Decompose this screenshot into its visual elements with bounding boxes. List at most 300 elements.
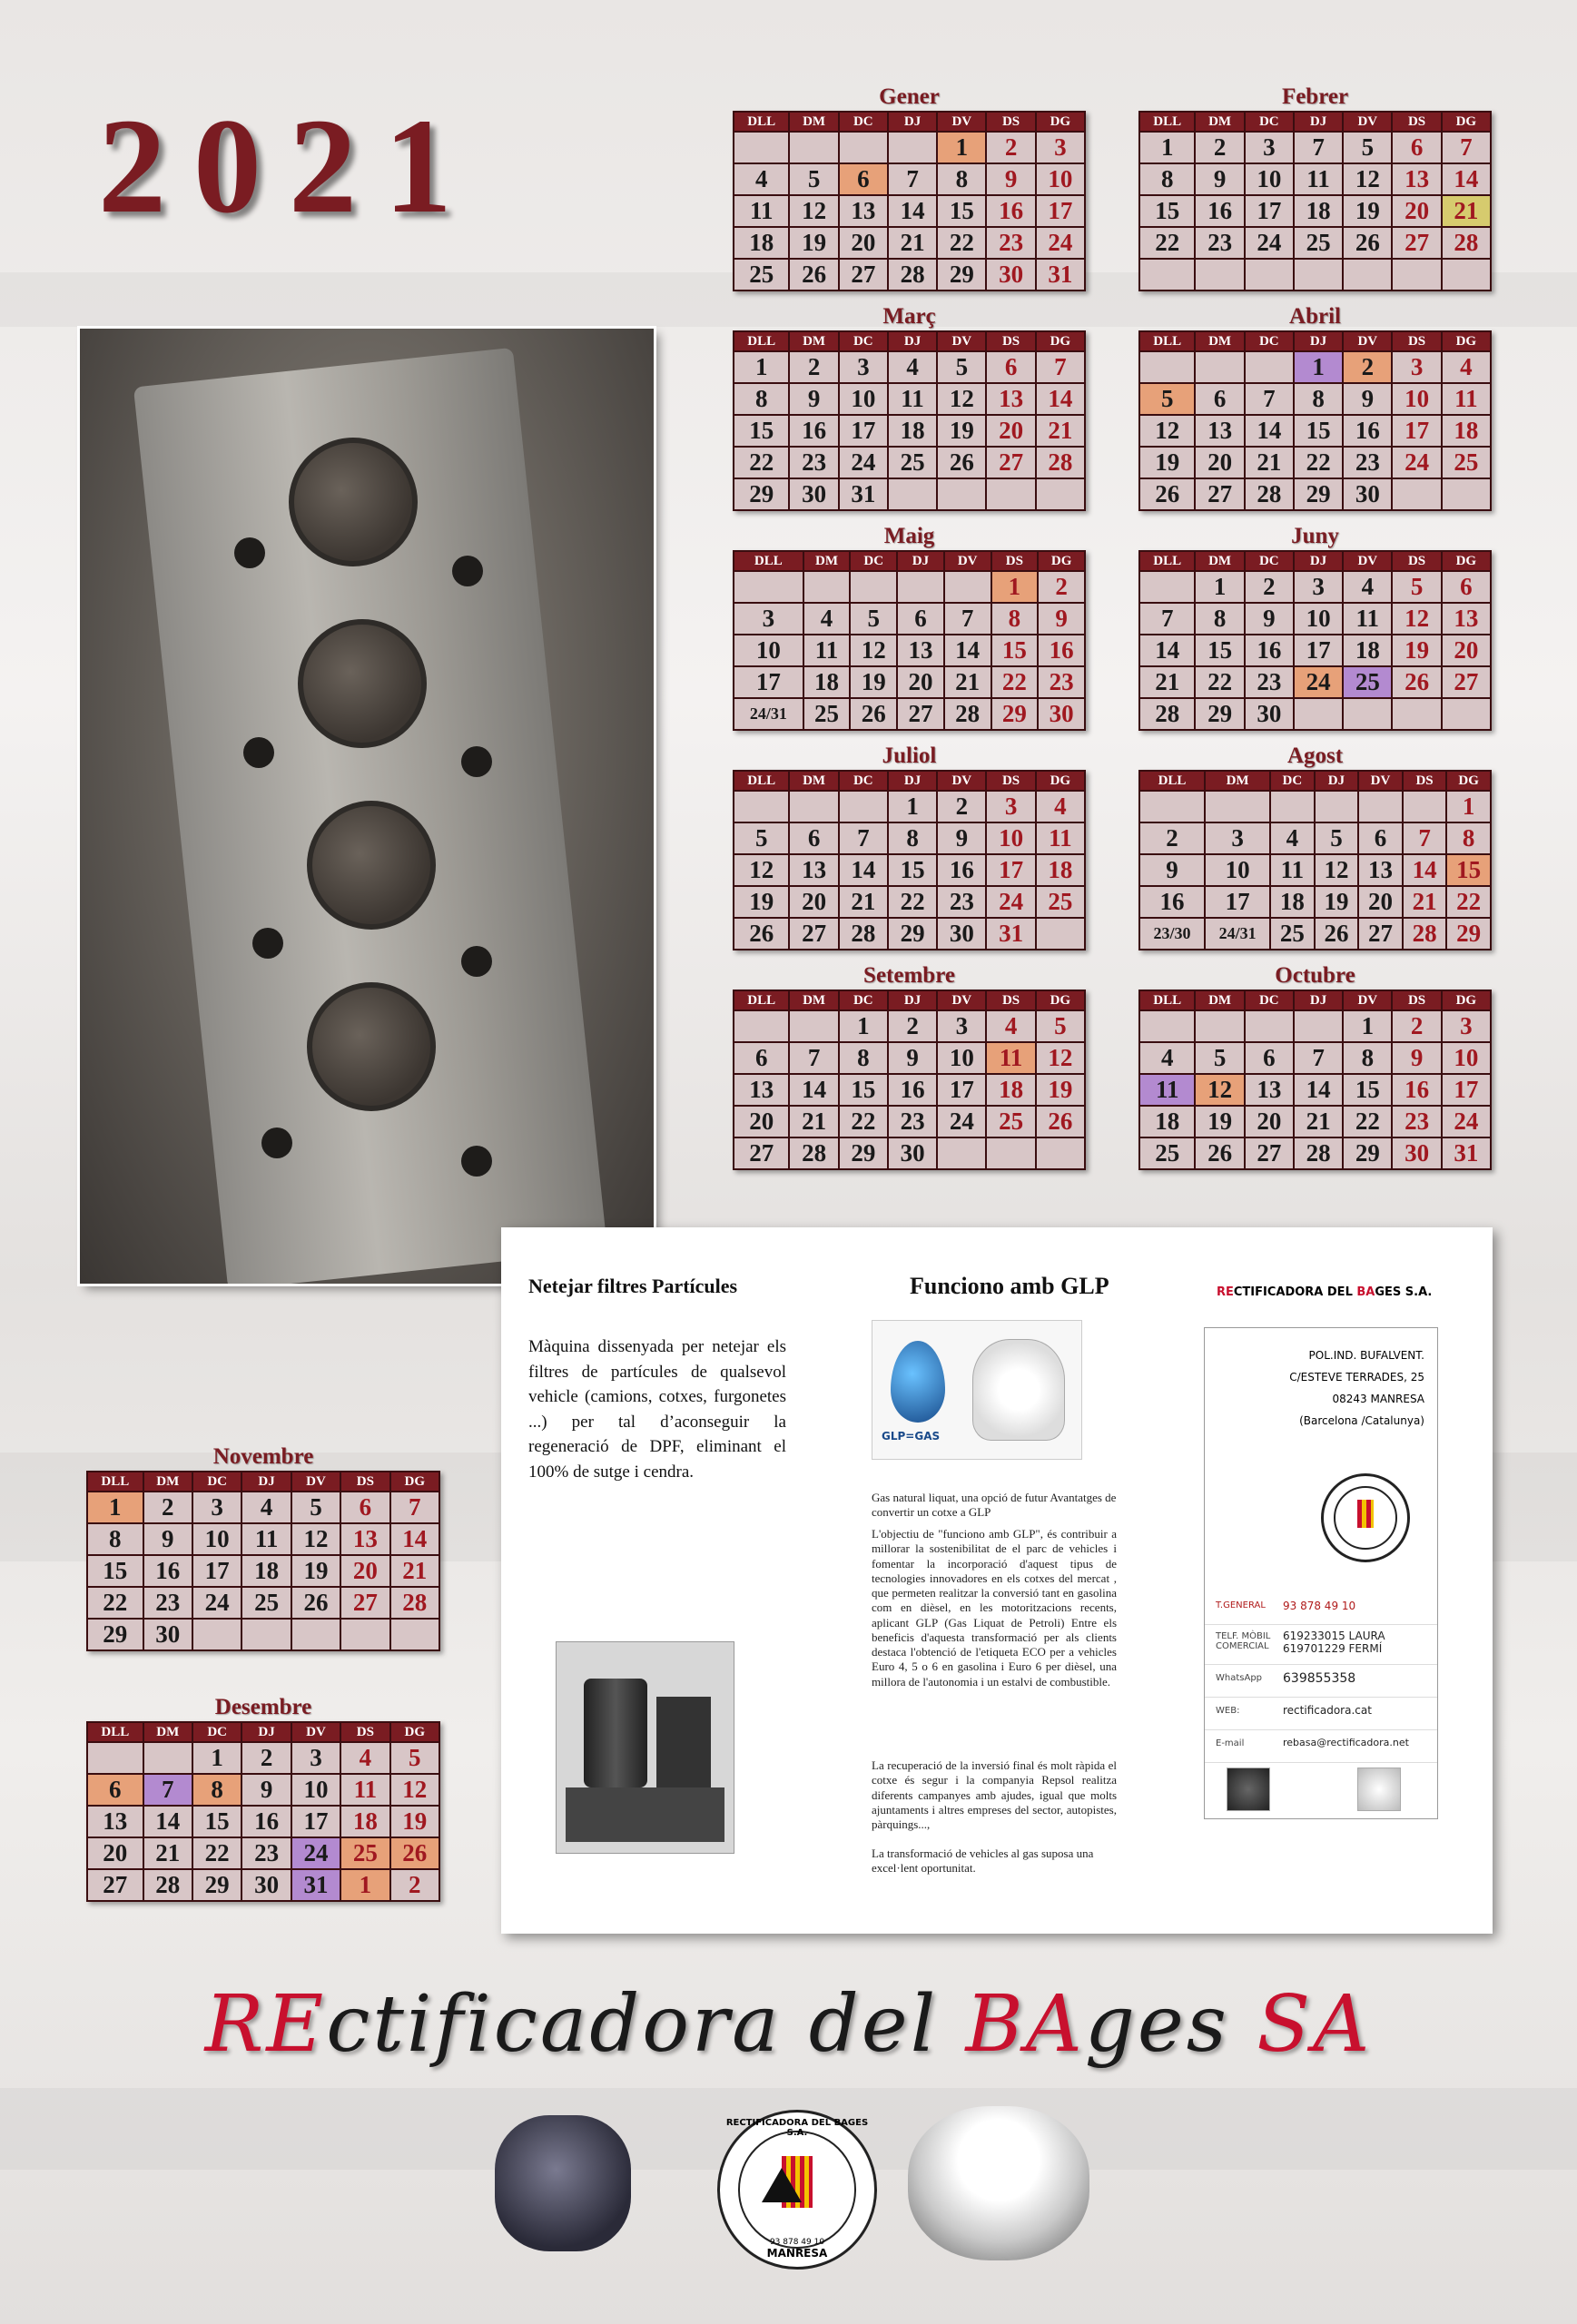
weekday-header: DV <box>937 331 986 351</box>
day-cell: 13 <box>87 1806 143 1837</box>
day-cell <box>1270 791 1315 822</box>
day-cell: 24/31 <box>1205 918 1270 950</box>
day-cell: 9 <box>241 1774 291 1806</box>
day-cell: 6 <box>1442 571 1491 603</box>
day-cell <box>87 1742 143 1774</box>
contact-box <box>1204 1327 1438 1819</box>
day-cell: 13 <box>839 195 888 227</box>
day-cell: 26 <box>1315 918 1359 950</box>
day-cell: 15 <box>1139 195 1195 227</box>
weekday-header: DLL <box>1139 331 1195 351</box>
day-cell: 25 <box>1294 227 1343 259</box>
weekday-header: DS <box>340 1722 389 1742</box>
day-cell: 8 <box>991 603 1039 635</box>
weekday-header: DLL <box>734 771 789 791</box>
weekday-header: DJ <box>888 331 937 351</box>
weekday-header: DJ <box>241 1472 291 1492</box>
weekday-header: DG <box>1036 112 1085 132</box>
day-cell: 28 <box>1245 478 1294 510</box>
day-cell: 16 <box>1343 415 1392 447</box>
day-cell: 19 <box>1343 195 1392 227</box>
day-cell <box>937 478 986 510</box>
weekday-header: DM <box>143 1722 192 1742</box>
tel-value[interactable]: 93 878 49 10 <box>1283 1600 1356 1612</box>
day-cell <box>340 1619 389 1650</box>
day-cell: 11 <box>803 635 851 666</box>
weekday-header: DS <box>986 112 1035 132</box>
weekday-header: DLL <box>1139 551 1195 571</box>
day-cell: 7 <box>143 1774 192 1806</box>
day-cell: 16 <box>1195 195 1244 227</box>
day-cell: 17 <box>1205 886 1270 918</box>
day-cell <box>143 1742 192 1774</box>
day-cell: 24 <box>1036 227 1085 259</box>
month-title: Setembre <box>863 963 955 988</box>
day-cell: 16 <box>1392 1074 1441 1106</box>
day-cell: 16 <box>143 1555 192 1587</box>
day-cell <box>1036 478 1085 510</box>
day-cell: 16 <box>1038 635 1085 666</box>
day-cell: 12 <box>937 383 986 415</box>
day-cell: 2 <box>986 132 1035 163</box>
day-cell: 24 <box>192 1587 241 1619</box>
day-cell: 5 <box>1195 1042 1244 1074</box>
day-cell <box>1358 791 1403 822</box>
day-cell: 9 <box>888 1042 937 1074</box>
tel-label: T.GENERAL <box>1216 1600 1266 1610</box>
day-cell <box>734 1010 789 1042</box>
day-cell: 3 <box>192 1492 241 1523</box>
day-cell: 24 <box>1294 666 1343 698</box>
logo-text: RECTIFICADORA DEL BAGES S.A. <box>725 2118 869 2138</box>
day-cell: 18 <box>1343 635 1392 666</box>
calendar-gener <box>733 84 1086 291</box>
web-label: WEB: <box>1216 1706 1240 1716</box>
day-cell: 14 <box>143 1806 192 1837</box>
day-cell: 30 <box>937 918 986 950</box>
day-cell: 29 <box>1195 698 1244 730</box>
day-cell <box>1195 1010 1244 1042</box>
weekday-header: DJ <box>888 990 937 1010</box>
day-cell: 11 <box>1139 1074 1195 1106</box>
day-cell <box>192 1619 241 1650</box>
day-cell: 5 <box>734 822 789 854</box>
day-cell <box>1403 791 1447 822</box>
valve-seat <box>307 982 436 1111</box>
month-title: Novembre <box>212 1444 314 1469</box>
day-cell <box>1195 351 1244 383</box>
weekday-header: DC <box>1270 771 1315 791</box>
day-cell: 3 <box>1245 132 1294 163</box>
glp-poster <box>872 1320 1082 1460</box>
day-cell: 2 <box>1195 132 1244 163</box>
day-cell: 27 <box>839 259 888 290</box>
month-title: Maig <box>883 524 935 548</box>
day-cell: 5 <box>789 163 838 195</box>
bolt-hole <box>252 928 283 959</box>
day-cell <box>241 1619 291 1650</box>
day-cell: 9 <box>1038 603 1085 635</box>
day-cell: 3 <box>291 1742 340 1774</box>
day-cell: 26 <box>937 447 986 478</box>
day-cell: 22 <box>888 886 937 918</box>
mascot-cartoon-icon <box>972 1339 1065 1441</box>
day-cell: 10 <box>1205 854 1270 886</box>
weekday-header: DM <box>789 990 838 1010</box>
weekday-header: DM <box>789 771 838 791</box>
day-cell: 20 <box>1358 886 1403 918</box>
day-cell: 9 <box>1392 1042 1441 1074</box>
day-cell <box>1139 791 1205 822</box>
glp-paragraph-1: L'objectiu de "funciono amb GLP", és contribuir a millorar la sostenibilitat de el parc de vehicles i fomentar la incorporació d'aquest tipus de tecnologies innovadores en els cotxes del mercat , que permeten realitzar la conversió tant en gasolina com en dièsel, en les motoritzacions recents, aplicant GLP (Gas Liquat de Petroli) Entre els beneficis d'aquesta transformació per als clients destaca l'obtenció de l'etiqueta ECO per a vehicles Euro 4, 5 o 6 en gasolina i Euro 6 per dièsel, una millora de l'autonomia i un estalvi de combustible. <box>872 1527 1117 1689</box>
day-cell: 27 <box>340 1587 389 1619</box>
month-title: Juny <box>1291 524 1339 548</box>
day-cell: 19 <box>390 1806 439 1837</box>
day-cell: 12 <box>1036 1042 1085 1074</box>
day-cell: 21 <box>888 227 937 259</box>
day-cell: 21 <box>944 666 991 698</box>
day-cell: 18 <box>1442 415 1491 447</box>
day-cell: 28 <box>1036 447 1085 478</box>
glp-paragraph-2: La recuperació de la inversió final és molt ràpida el cotxe és segur i la companyia Repsol realitza diferents campanyes amb ajudes, igual que molts ajuntaments i altres empreses del sector, autopistes, pàrquings..., <box>872 1758 1117 1831</box>
day-cell <box>1036 918 1085 950</box>
day-cell: 17 <box>986 854 1035 886</box>
day-cell <box>1392 698 1441 730</box>
day-cell: 27 <box>87 1869 143 1901</box>
day-cell: 12 <box>850 635 897 666</box>
weekday-header: DLL <box>1139 112 1195 132</box>
day-cell: 17 <box>291 1806 340 1837</box>
day-cell: 5 <box>291 1492 340 1523</box>
day-cell: 19 <box>850 666 897 698</box>
weekday-header: DS <box>1392 990 1441 1010</box>
day-cell: 2 <box>888 1010 937 1042</box>
day-cell <box>1139 1010 1195 1042</box>
day-cell: 27 <box>1442 666 1491 698</box>
day-cell: 28 <box>390 1587 439 1619</box>
engine-mascot-icon <box>1227 1768 1270 1811</box>
day-cell: 12 <box>1315 854 1359 886</box>
day-cell: 11 <box>1036 822 1085 854</box>
weekday-header: DG <box>1442 551 1491 571</box>
whatsapp-value[interactable]: 639855358 <box>1283 1671 1356 1686</box>
day-cell <box>1442 259 1491 290</box>
day-cell: 11 <box>340 1774 389 1806</box>
day-cell: 20 <box>340 1555 389 1587</box>
day-cell: 27 <box>1392 227 1441 259</box>
weekday-header: DV <box>937 771 986 791</box>
day-cell: 14 <box>789 1074 838 1106</box>
day-cell <box>789 132 838 163</box>
weekday-header: DM <box>1195 990 1244 1010</box>
day-cell <box>839 132 888 163</box>
day-cell <box>1343 259 1392 290</box>
day-cell: 27 <box>1195 478 1244 510</box>
day-cell: 13 <box>897 635 944 666</box>
day-cell: 10 <box>192 1523 241 1555</box>
day-cell <box>1442 478 1491 510</box>
day-cell: 14 <box>390 1523 439 1555</box>
day-cell: 29 <box>87 1619 143 1650</box>
weekday-header: DLL <box>734 551 803 571</box>
weekday-header: DJ <box>1294 990 1343 1010</box>
day-cell <box>1205 791 1270 822</box>
day-cell: 19 <box>789 227 838 259</box>
machine-drum <box>584 1679 647 1787</box>
day-cell: 21 <box>1139 666 1195 698</box>
day-cell: 27 <box>789 918 838 950</box>
day-cell: 28 <box>143 1869 192 1901</box>
weekday-header: DJ <box>897 551 944 571</box>
day-cell: 31 <box>839 478 888 510</box>
day-cell: 14 <box>944 635 991 666</box>
day-cell: 2 <box>1038 571 1085 603</box>
company-name: RECTIFICADORA DEL BAGES S.A. <box>1217 1285 1433 1299</box>
weekday-header: DV <box>1358 771 1403 791</box>
month-title: Juliol <box>882 743 937 768</box>
day-cell: 21 <box>789 1106 838 1137</box>
bolt-hole <box>461 1146 492 1177</box>
day-cell: 30 <box>1392 1137 1441 1169</box>
engine-mascot-icon <box>495 2115 631 2251</box>
day-cell: 28 <box>789 1137 838 1169</box>
day-cell <box>734 571 803 603</box>
day-cell: 30 <box>1343 478 1392 510</box>
day-cell: 11 <box>888 383 937 415</box>
day-cell: 11 <box>986 1042 1035 1074</box>
day-cell: 4 <box>803 603 851 635</box>
day-cell: 22 <box>839 1106 888 1137</box>
day-cell: 18 <box>340 1806 389 1837</box>
day-cell: 24 <box>1392 447 1441 478</box>
brochure-panel <box>501 1227 1493 1934</box>
day-cell: 20 <box>897 666 944 698</box>
day-cell: 13 <box>789 854 838 886</box>
weekday-header: DG <box>1036 771 1085 791</box>
day-cell: 29 <box>1343 1137 1392 1169</box>
day-cell: 22 <box>1139 227 1195 259</box>
day-cell: 29 <box>937 259 986 290</box>
day-cell <box>1392 259 1441 290</box>
day-cell: 15 <box>991 635 1039 666</box>
day-cell: 31 <box>1036 259 1085 290</box>
weekday-header: DM <box>1205 771 1270 791</box>
machine-base <box>566 1787 724 1842</box>
weekday-header: DM <box>1195 331 1244 351</box>
day-cell: 15 <box>1294 415 1343 447</box>
day-cell: 13 <box>734 1074 789 1106</box>
day-cell: 29 <box>1294 478 1343 510</box>
logo-shield-icon <box>1357 1500 1374 1528</box>
day-cell: 23 <box>1195 227 1244 259</box>
day-cell <box>1294 259 1343 290</box>
day-cell: 1 <box>1446 791 1491 822</box>
calendar-octubre <box>1138 962 1492 1170</box>
day-cell: 2 <box>143 1492 192 1523</box>
day-cell: 21 <box>1442 195 1491 227</box>
day-cell: 5 <box>1139 383 1195 415</box>
day-cell: 6 <box>897 603 944 635</box>
day-cell: 19 <box>734 886 789 918</box>
weekday-header: DV <box>291 1472 340 1492</box>
contact-row-email <box>1205 1729 1437 1763</box>
day-cell: 29 <box>734 478 789 510</box>
day-cell: 16 <box>1139 886 1205 918</box>
day-cell: 6 <box>1358 822 1403 854</box>
day-cell: 26 <box>734 918 789 950</box>
day-cell: 20 <box>986 415 1035 447</box>
calendar-maig <box>733 523 1086 731</box>
address-line: POL.IND. BUFALVENT. <box>1308 1349 1424 1362</box>
weekday-header: DS <box>340 1472 389 1492</box>
weekday-header: DJ <box>1294 331 1343 351</box>
day-cell <box>1294 698 1343 730</box>
day-cell: 3 <box>1294 571 1343 603</box>
day-cell: 28 <box>888 259 937 290</box>
day-cell: 25 <box>1343 666 1392 698</box>
day-cell: 19 <box>291 1555 340 1587</box>
day-cell <box>888 478 937 510</box>
day-cell: 5 <box>850 603 897 635</box>
month-title: Desembre <box>214 1695 312 1719</box>
month-title: Febrer <box>1281 84 1349 109</box>
logo-city: MANRESA <box>766 2247 828 2260</box>
day-cell: 15 <box>888 854 937 886</box>
day-cell: 19 <box>1392 635 1441 666</box>
day-cell: 17 <box>937 1074 986 1106</box>
day-cell: 20 <box>734 1106 789 1137</box>
day-cell: 3 <box>839 351 888 383</box>
day-cell: 7 <box>888 163 937 195</box>
day-cell: 25 <box>1270 918 1315 950</box>
day-cell: 30 <box>888 1137 937 1169</box>
day-cell: 10 <box>937 1042 986 1074</box>
day-cell: 21 <box>1403 886 1447 918</box>
day-cell: 26 <box>291 1587 340 1619</box>
contact-row-web <box>1205 1697 1437 1730</box>
day-cell: 5 <box>937 351 986 383</box>
day-cell: 11 <box>1343 603 1392 635</box>
day-cell: 12 <box>390 1774 439 1806</box>
day-cell: 1 <box>888 791 937 822</box>
weekday-header: DLL <box>734 112 789 132</box>
day-cell: 20 <box>1442 635 1491 666</box>
day-cell: 4 <box>1139 1042 1195 1074</box>
day-cell: 10 <box>839 383 888 415</box>
weekday-header: DG <box>1442 331 1491 351</box>
day-cell: 12 <box>1195 1074 1244 1106</box>
day-cell: 13 <box>340 1523 389 1555</box>
day-cell: 8 <box>839 1042 888 1074</box>
day-cell: 17 <box>734 666 803 698</box>
day-cell: 8 <box>888 822 937 854</box>
day-cell <box>789 1010 838 1042</box>
weekday-header: DM <box>143 1472 192 1492</box>
day-cell: 10 <box>986 822 1035 854</box>
mobile-label: TELF. MÒBIL COMERCIAL <box>1216 1631 1271 1651</box>
mobile-value[interactable]: 619233015 LAURA 619701229 FERMÍ <box>1283 1630 1385 1655</box>
day-cell: 20 <box>1392 195 1441 227</box>
day-cell: 26 <box>1139 478 1195 510</box>
weekday-header: DS <box>1392 112 1441 132</box>
day-cell: 29 <box>991 698 1039 730</box>
weekday-header: DM <box>1195 112 1244 132</box>
day-cell: 9 <box>789 383 838 415</box>
weekday-header: DM <box>789 112 838 132</box>
day-cell: 27 <box>1245 1137 1294 1169</box>
day-cell: 3 <box>1442 1010 1491 1042</box>
day-cell <box>1139 351 1195 383</box>
email-link[interactable]: rebasa@rectificadora.net <box>1283 1737 1409 1748</box>
day-cell: 7 <box>1139 603 1195 635</box>
day-cell <box>1195 259 1244 290</box>
day-cell <box>897 571 944 603</box>
day-cell <box>1139 571 1195 603</box>
day-cell: 3 <box>937 1010 986 1042</box>
address-line: C/ESTEVE TERRADES, 25 <box>1289 1371 1424 1384</box>
day-cell: 22 <box>991 666 1039 698</box>
day-cell: 11 <box>734 195 789 227</box>
whatsapp-label: WhatsApp <box>1216 1673 1263 1683</box>
day-cell: 1 <box>991 571 1039 603</box>
day-cell <box>1442 698 1491 730</box>
day-cell: 8 <box>1195 603 1244 635</box>
day-cell: 15 <box>1343 1074 1392 1106</box>
day-cell: 21 <box>1245 447 1294 478</box>
day-cell: 28 <box>1294 1137 1343 1169</box>
web-link[interactable]: rectificadora.cat <box>1283 1704 1372 1717</box>
day-cell: 7 <box>1442 132 1491 163</box>
calendar-març <box>733 303 1086 511</box>
weekday-header: DJ <box>1315 771 1359 791</box>
weekday-header: DS <box>986 331 1035 351</box>
weekday-header: DLL <box>734 990 789 1010</box>
day-cell: 10 <box>1245 163 1294 195</box>
day-cell: 1 <box>839 1010 888 1042</box>
day-cell: 20 <box>789 886 838 918</box>
month-title: Gener <box>879 84 940 109</box>
day-cell: 6 <box>87 1774 143 1806</box>
day-cell: 14 <box>1036 383 1085 415</box>
day-cell: 24 <box>986 886 1035 918</box>
weekday-header: DC <box>1245 551 1294 571</box>
gas-drop-icon <box>891 1341 945 1423</box>
day-cell: 1 <box>340 1869 389 1901</box>
day-cell: 10 <box>734 635 803 666</box>
day-cell: 2 <box>241 1742 291 1774</box>
day-cell: 24 <box>1245 227 1294 259</box>
weekday-header: DG <box>1038 551 1085 571</box>
day-cell: 31 <box>1442 1137 1491 1169</box>
day-cell: 23 <box>789 447 838 478</box>
year-title: 2021 <box>98 91 479 241</box>
day-cell: 11 <box>1270 854 1315 886</box>
day-cell <box>1139 259 1195 290</box>
day-cell: 7 <box>1245 383 1294 415</box>
day-cell: 17 <box>1442 1074 1491 1106</box>
calendar-agost <box>1138 743 1492 950</box>
day-cell: 28 <box>1139 698 1195 730</box>
weekday-header: DV <box>1343 112 1392 132</box>
day-cell: 29 <box>888 918 937 950</box>
day-cell: 13 <box>986 383 1035 415</box>
day-cell: 1 <box>1343 1010 1392 1042</box>
weekday-header: DLL <box>734 331 789 351</box>
weekday-header: DG <box>1442 112 1491 132</box>
day-cell: 7 <box>1294 1042 1343 1074</box>
day-cell: 23 <box>1343 447 1392 478</box>
brand-wordmark: REctificadora del BAges SA <box>204 1979 1373 2070</box>
